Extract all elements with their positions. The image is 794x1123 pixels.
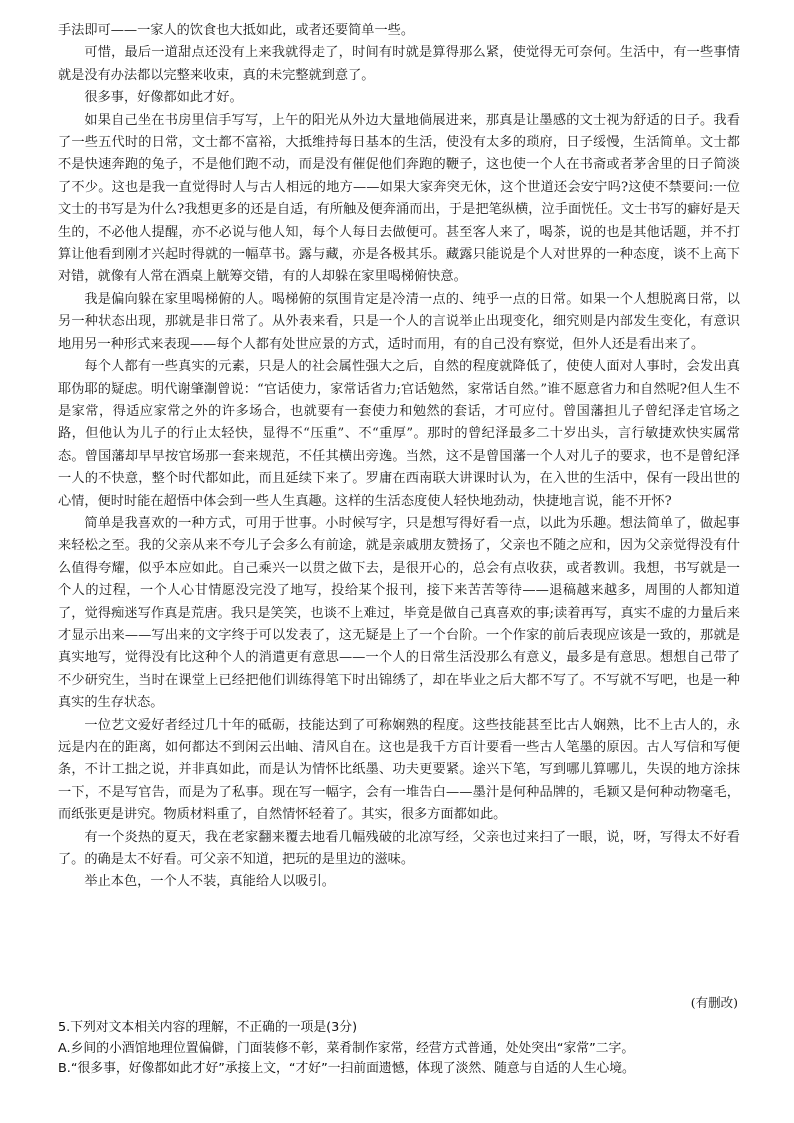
paragraph-3: 很多事，好像都如此才好。 (84, 90, 243, 106)
source-note: (有删改) (690, 995, 738, 1010)
question-block (58, 1018, 748, 1080)
paragraph-5: 我是偏向躲在家里喝梯俯的人。喝梯俯的氛围肯定是冷清一点的、纯乎一点的日常。如果一个人想脱离日常，以另一种状态出现，那就是非日常了。从外表来看，只是一个人的言说举止出现变化，细究则是内部发生变化，有意识地用另一种形式来表现——每个人都有处世应景的方式，适时而用，有的自己没有察觉，但外人还是看出来了。 (58, 291, 740, 352)
option-a: A.乡间的小酒馆地理位置偏僻，门面装修不彰，菜肴制作家常，经营方式普通，处处突出“家常”二字。 (58, 1040, 635, 1056)
paragraph-7: 简单是我喜欢的一种方式，可用于世事。小时候写字，只是想写得好看一点，以此为乐趣。想法简单了，做起事来轻松之至。我的父亲从来不夸儿子会多么有前途，就是亲戚朋友赞扬了，父亲也不随之应和，因为父亲觉得没有什么值得夸耀，似乎本应如此。自己乘兴一以贯之做下去，是很开心的，总会有点收获，或者教训。我想，书写就是一个人的过程，一个人心甘情愿没完没了地写，投给某个报刊，接下来苦苦等待——退稿越来越多，周围的人都知道了，觉得痴迷写作真是荒唐。我只是笑笑，也谈不上难过，毕竟是做自己真喜欢的事;读着再写，真实不虚的力量后来才显示出来——写出来的文字终于可以发表了，这无疑是上了一个台阶。一个作家的前后表现应该是一致的，那就是真实地写，觉得没有比这种个人的消遣更有意思——一个人的日常生活没那么有意义，最多是有意思。想想自己带了不少研究生，当时在课堂上已经把他们训练得笔下时出锦绣了，却在毕业之后大都不写了。不写就不写吧，也是一种真实的生存状态。 (58, 515, 740, 711)
paragraph-8: 一位艺文爱好者经过几十年的砥砺，技能达到了可称娴熟的程度。这些技能甚至比古人娴熟，比不上古人的，永远是内在的距离，如何都达不到闲云出岫、清风自在。这也是我千方百计要看一些古人笔墨的原因。古人写信和写便条，不计工拙之说，并非真如此，而是认为情怀比纸墨、功夫更要紧。途兴下笔，写到哪儿算哪儿，失误的地方涂抹一下，不是写官告，而是为了私事。现在写一幅字，会有一堆告白——墨汁是何种品牌的，毛颖又是何种动物毫毛，而纸张更是讲究。物质材料重了，自然情怀轻着了。其实，很多方面都如此。 (58, 717, 740, 823)
paragraph-1: 手法即可——一家人的饮食也大抵如此，或者还要简单一些。 (58, 23, 415, 38)
paragraph-9: 有一个炎热的夏天，我在老家翻来覆去地看几幅残破的北凉写经，父亲也过来扫了一眼，说，呀，写得太不好看了。的确是太不好看。可父亲不知道，把玩的是里边的滋味。 (58, 829, 740, 868)
paragraph-4: 如果自己坐在书房里信手写写，上午的阳光从外边大量地倘展进来，那真是让墨感的文士视为舒适的日子。我看了一些五代时的日常，文士都不富裕，大抵维持每日基本的生活，使没有太多的琐府，日子绥慢，生活简单。文士都不是快速奔跑的兔子，不是他们跑不动，而是没有催促他们奔跑的鞭子，这也使一个人在书斋或者茅舍里的日子简淡了不少。这也是我一直觉得时人与古人相远的地方——如果大家奔突无休，这个世道还会安宁吗?这使不禁要问:一位文士的书写是为什么?我想更多的还是自适，有所触及便奔涌而出，于是把笔纵横，泣手面恍任。文士书写的癖好是天生的，不必他人提醒，亦不必说与他人知，每个人每日去做便可。甚至客人来了，喝茶，说的也是其他话题，并不打算让他看到刚才兴起时得就的一幅草书。露与藏，亦是各极其乐。藏露只能说是个人对世界的一种态度，谈不上高下对错，就像有人常在酒桌上觥筹交错，有的人却躲在家里喝梯俯快意。 (58, 112, 740, 285)
paragraph-2: 可惜，最后一道甜点还没有上来我就得走了，时间有时就是算得那么紧，使觉得无可奈何。生活中，有一些事情就是没有办法都以完整来收束，真的未完整就到意了。 (58, 45, 740, 83)
paragraph-6: 每个人都有一些真实的元素，只是人的社会属性强大之后，自然的程度就降低了，使使人面对人事时，会发出真耶伪耶的疑虑。明代谢肇淛曾说：“官话使力，家常话省力;官话勉然，家常话自然。”谁不愿意省力和自然呢?但人生不是家常，得适应家常之外的许多场合，也就要有一套使力和勉然的套话，才可应付。曾国藩担儿子曾纪泽走官场之路，但他认为儿子的行止太轻快，显得不“压重”、不“重厚”。那时的曾纪泽最多二十岁出头，言行敏捷欢快实属常态。曾国藩却早早按官场那一套来规范，不任其横出旁逸。当然，这不是曾国藩一个人对儿子的要求，也不是曾纪泽一人的不快意，整个时代都如此，而且延续下来了。罗庸在西南联大讲课时认为，在入世的生活中，保有一段出世的心情，便时时能在超悟中体会到一些人生真趣。这样的生活态度使人轻快地劲动，快捷地言说，能不开怀? (58, 359, 740, 509)
option-b: B.“很多事，好像都如此才好”承接上文，“才好”一扫前面遗憾，体现了淡然、随意与自适的人生心境。 (58, 1061, 635, 1076)
question-5-stem: 5.下列对文本相关内容的理解，不正确的一项是(3分) (58, 1020, 358, 1035)
article-body (58, 20, 740, 894)
paragraph-10: 举止本色，一个人不装，真能给人以吸引。 (84, 874, 335, 890)
